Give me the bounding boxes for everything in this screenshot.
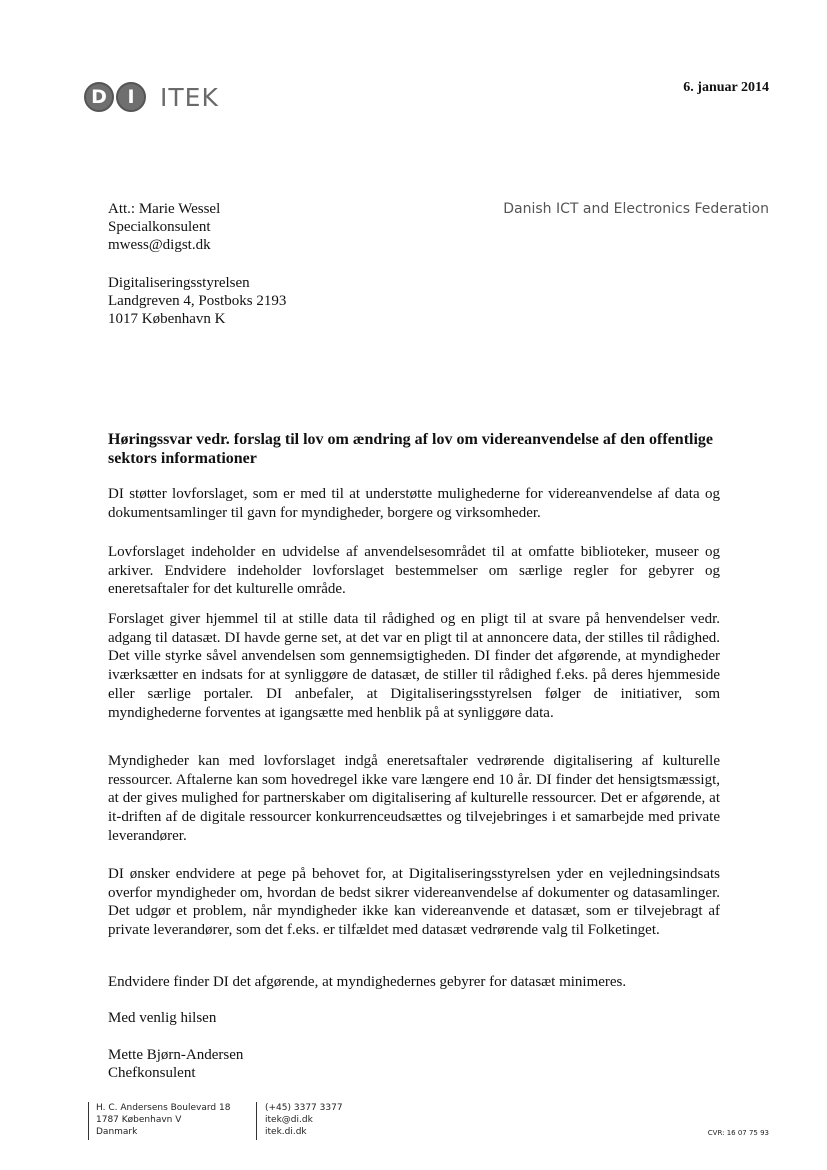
footer-phone: (+45) 3377 3377 — [265, 1103, 343, 1113]
footer-address-city: 1787 København V — [96, 1115, 182, 1125]
footer-address-country: Danmark — [96, 1127, 138, 1137]
recipient-org: Digitaliseringsstyrelsen — [108, 275, 250, 291]
body-paragraph-5: DI ønsker endvidere at pege på behovet for, at Digitaliseringsstyrelsen yder en vejledningsindsats overfor myndigheder om, hvordan de bedst sikrer videreanvendelse af dokumenter og datasamlinger. Det udgør et problem, når myndigheder ikke kan videreanvende et datasæt, som er tilvejebragt af private leverandører, som det f.eks. er tilfældet med datasæt vedrørende valg til Folketinget. — [108, 866, 720, 939]
body-paragraph-2: Lovforslaget indeholder en udvidelse af anvendelsesområdet til at omfatte biblioteker, museer og arkiver. Endvidere indeholder lovforslaget bestemmelser om særlige regler for gebyrer og eneretsaftaler for det kulturelle område. — [108, 544, 720, 598]
footer-cvr: CVR: 16 07 75 93 — [707, 1129, 769, 1137]
organisation-name: Danish ICT and Electronics Federation — [503, 201, 769, 217]
letter-date: 6. januar 2014 — [683, 80, 769, 95]
body-paragraph-4: Myndigheder kan med lovforslaget indgå eneretsaftaler vedrørende digitalisering af kulturelle ressourcer. Aftalerne kan som hovedregel ikke vare længere end 10 år. DI finder det hensigtsmæssigt, at der gives mulighed for partnerskaber om digitalisering af kulturelle ressourcer. Det er afgørende, at it-driften af de digitale ressourcer konkurrenceudsættes og tilvejebringes i et samarbejde med private leverandører. — [108, 753, 720, 844]
footer-address — [96, 1102, 230, 1138]
recipient-address — [108, 274, 286, 328]
recipient-att: Att.: Marie Wessel — [108, 201, 221, 217]
footer-divider — [88, 1102, 89, 1140]
footer-address-street: H. C. Andersens Boulevard 18 — [96, 1103, 231, 1113]
footer-email: itek@di.dk — [265, 1115, 313, 1125]
logo-circle-d: D — [84, 82, 114, 112]
body-paragraph-6: Endvidere finder DI det afgørende, at myndighedernes gebyrer for datasæt minimeres. — [108, 974, 627, 990]
body-paragraph-3: Forslaget giver hjemmel til at stille data til rådighed og en pligt til at svare på henvendelser vedr. adgang til datasæt. DI havde gerne set, at det var en pligt til at annoncere data, der stilles til rådighed. Det ville styrke såvel anvendelsen som gennemsigtigheden. DI finder det afgørende, at myndigheder iværksætter en indsats for at synliggøre de datasæt, de stiller til rådighed f.eks. på deres hjemmeside eller særlige portaler. DI anbefaler, at Digitaliseringsstyrelsen følger de initiativer, som myndighederne forventes at igangsætte med henblik på at synliggøre data. — [108, 611, 720, 721]
recipient-city: 1017 København K — [108, 311, 226, 327]
body-paragraph-1: DI støtter lovforslaget, som er med til at understøtte mulighederne for videreanvendelse af data og dokumentsamlinger til gavn for myndigheder, borgere og virksomheder. — [108, 486, 720, 521]
logo-name: ITEK — [160, 82, 219, 112]
di-itek-logo — [84, 82, 219, 112]
signature-name: Mette Bjørn-Andersen — [108, 1047, 244, 1063]
footer-contact — [265, 1102, 343, 1138]
footer-website: itek.di.dk — [265, 1127, 307, 1137]
footer-divider — [256, 1102, 257, 1140]
signature-title: Chefkonsulent — [108, 1065, 196, 1081]
logo-circle-i: I — [116, 82, 146, 112]
recipient-street: Landgreven 4, Postboks 2193 — [108, 293, 287, 309]
letter-subject: Høringssvar vedr. forslag til lov om ændring af lov om videreanvendelse af den offentlige sektors informationer — [108, 431, 714, 467]
signature — [108, 1046, 243, 1082]
recipient-contact — [108, 200, 220, 254]
recipient-email: mwess@digst.dk — [108, 237, 211, 253]
closing: Med venlig hilsen — [108, 1010, 217, 1026]
recipient-title: Specialkonsulent — [108, 219, 211, 235]
